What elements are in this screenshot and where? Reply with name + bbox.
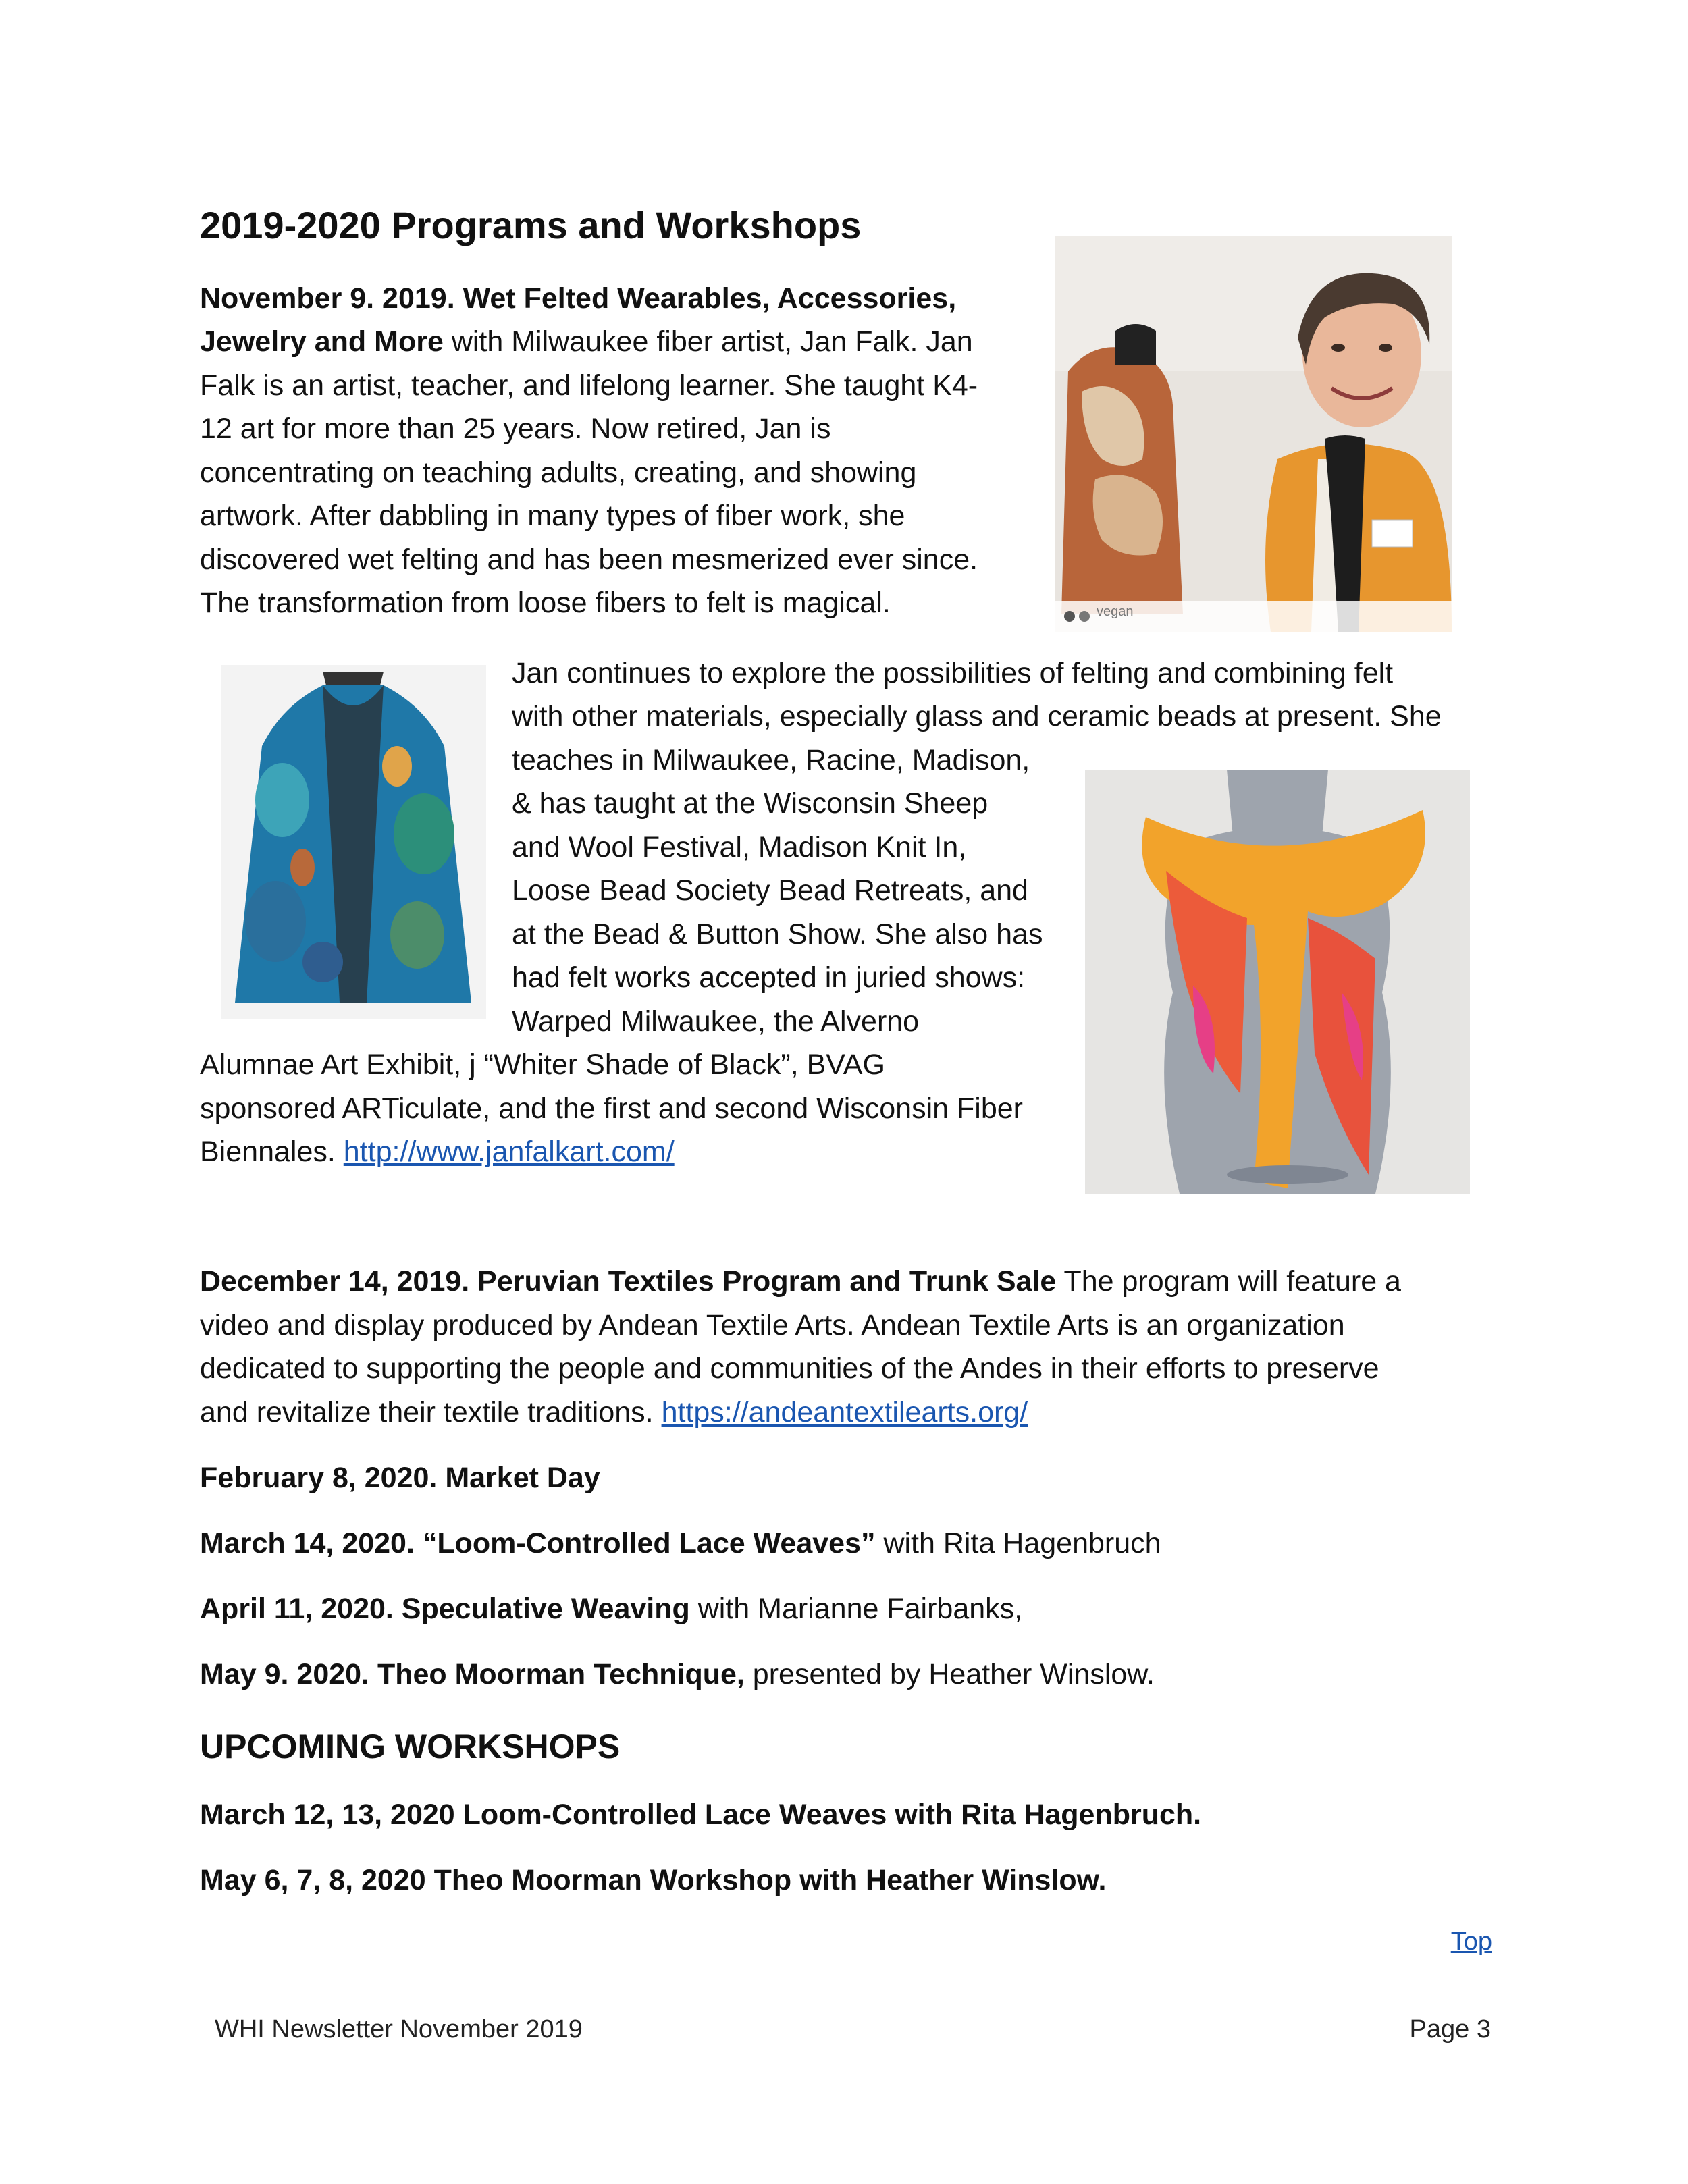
cont-line-5: and Wool Festival, Madison Knit In, [512, 831, 967, 863]
cont-line-6: Loose Bead Society Bead Retreats, and [512, 874, 1028, 907]
event-market-day [200, 1456, 600, 1500]
top-link[interactable]: Top [1450, 1927, 1492, 1956]
event-title: May 9. 2020. Theo Moorman Technique, [200, 1658, 745, 1690]
dec-text: and revitalize their textile traditions. [200, 1396, 662, 1429]
footer-newsletter: WHI Newsletter November 2019 [215, 2015, 583, 2044]
orange-scarf-photo [1085, 770, 1470, 1194]
nov-line-3: Falk is an artist, teacher, and lifelong learner. She taught K4- [200, 369, 978, 402]
event-title: March 14, 2020. “Loom-Controlled Lace Weaves” [200, 1527, 876, 1560]
jan-falk-photo [1055, 236, 1452, 632]
event-text: with Marianne Fairbanks, [689, 1593, 1023, 1625]
photo-caption: vegan [1097, 604, 1134, 619]
nov-line-7: discovered wet felting and has been mesmerized ever since. [200, 543, 978, 576]
nov-line-6: artwork. After dabbling in many types of fiber work, she [200, 500, 905, 532]
biennales-text: Biennales. [200, 1136, 344, 1168]
nov-title-part-2: Jewelry and More [200, 325, 444, 358]
cont-line-2: with other materials, especially glass and ceramic beads at present. She [512, 700, 1442, 733]
dec-line-4 [200, 1391, 1028, 1435]
cont-line-10: Alumnae Art Exhibit, j “Whiter Shade of Black”, BVAG [200, 1048, 885, 1081]
upcoming-workshops-heading: UPCOMING WORKSHOPS [200, 1728, 621, 1765]
footer-page-number: Page 3 [1409, 2015, 1491, 2044]
nov-line-4: 12 art for more than 25 years. Now retired, Jan is [200, 412, 831, 445]
page-title: 2019-2020 Programs and Workshops [200, 204, 862, 246]
workshop-theo-moorman: May 6, 7, 8, 2020 Theo Moorman Workshop with Heather Winslow. [200, 1864, 1107, 1896]
event-lace-weaves [200, 1522, 1161, 1566]
cont-line-7: at the Bead & Button Show. She also has [512, 918, 1043, 951]
event-title: April 11, 2020. Speculative Weaving [200, 1593, 690, 1625]
event-text: with Rita Hagenbruch [875, 1527, 1161, 1560]
dec-title: December 14, 2019. Peruvian Textiles Program and Trunk Sale [200, 1265, 1057, 1298]
event-title: February 8, 2020. Market Day [200, 1462, 600, 1494]
dec-line-3: dedicated to supporting the people and communities of the Andes in their efforts to preserve [200, 1352, 1379, 1385]
workshop-lace-weaves: March 12, 13, 2020 Loom-Controlled Lace Weaves with Rita Hagenbruch. [200, 1799, 1202, 1831]
event-theo-moorman [200, 1653, 1155, 1697]
cont-line-1: Jan continues to explore the possibilities of felting and combining felt [512, 657, 1394, 689]
nov-line-5: concentrating on teaching adults, creating, and showing [200, 456, 917, 489]
nov-line-2 [200, 320, 973, 364]
event-speculative-weaving [200, 1587, 1022, 1631]
cont-line-4: & has taught at the Wisconsin Sheep [512, 787, 988, 820]
cont-line-3: teaches in Milwaukee, Racine, Madison, [512, 744, 1030, 776]
dec-line-1 [200, 1260, 1401, 1304]
nov-title-part-1: November 9. 2019. Wet Felted Wearables, Accessories, [200, 282, 957, 315]
cont-line-12 [200, 1130, 675, 1174]
dec-text: The program will feature a [1056, 1265, 1401, 1298]
event-text: presented by Heather Winslow. [744, 1658, 1155, 1690]
blue-vest-photo [221, 665, 486, 1019]
nov-text: with Milwaukee fiber artist, Jan Falk. Jan [443, 325, 973, 358]
cont-line-11: sponsored ARTiculate, and the first and second Wisconsin Fiber [200, 1092, 1023, 1125]
nov-line-8: The transformation from loose fibers to felt is magical. [200, 587, 891, 619]
nov-line-1 [200, 277, 956, 321]
janfalkart-link[interactable]: http://www.janfalkart.com/ [343, 1136, 675, 1168]
cont-line-9: Warped Milwaukee, the Alverno [512, 1005, 920, 1038]
dec-line-2: video and display produced by Andean Textile Arts. Andean Textile Arts is an organization [200, 1309, 1345, 1341]
cont-line-8: had felt works accepted in juried shows: [512, 961, 1026, 994]
andean-textile-link[interactable]: https://andeantextilearts.org/ [661, 1396, 1028, 1429]
